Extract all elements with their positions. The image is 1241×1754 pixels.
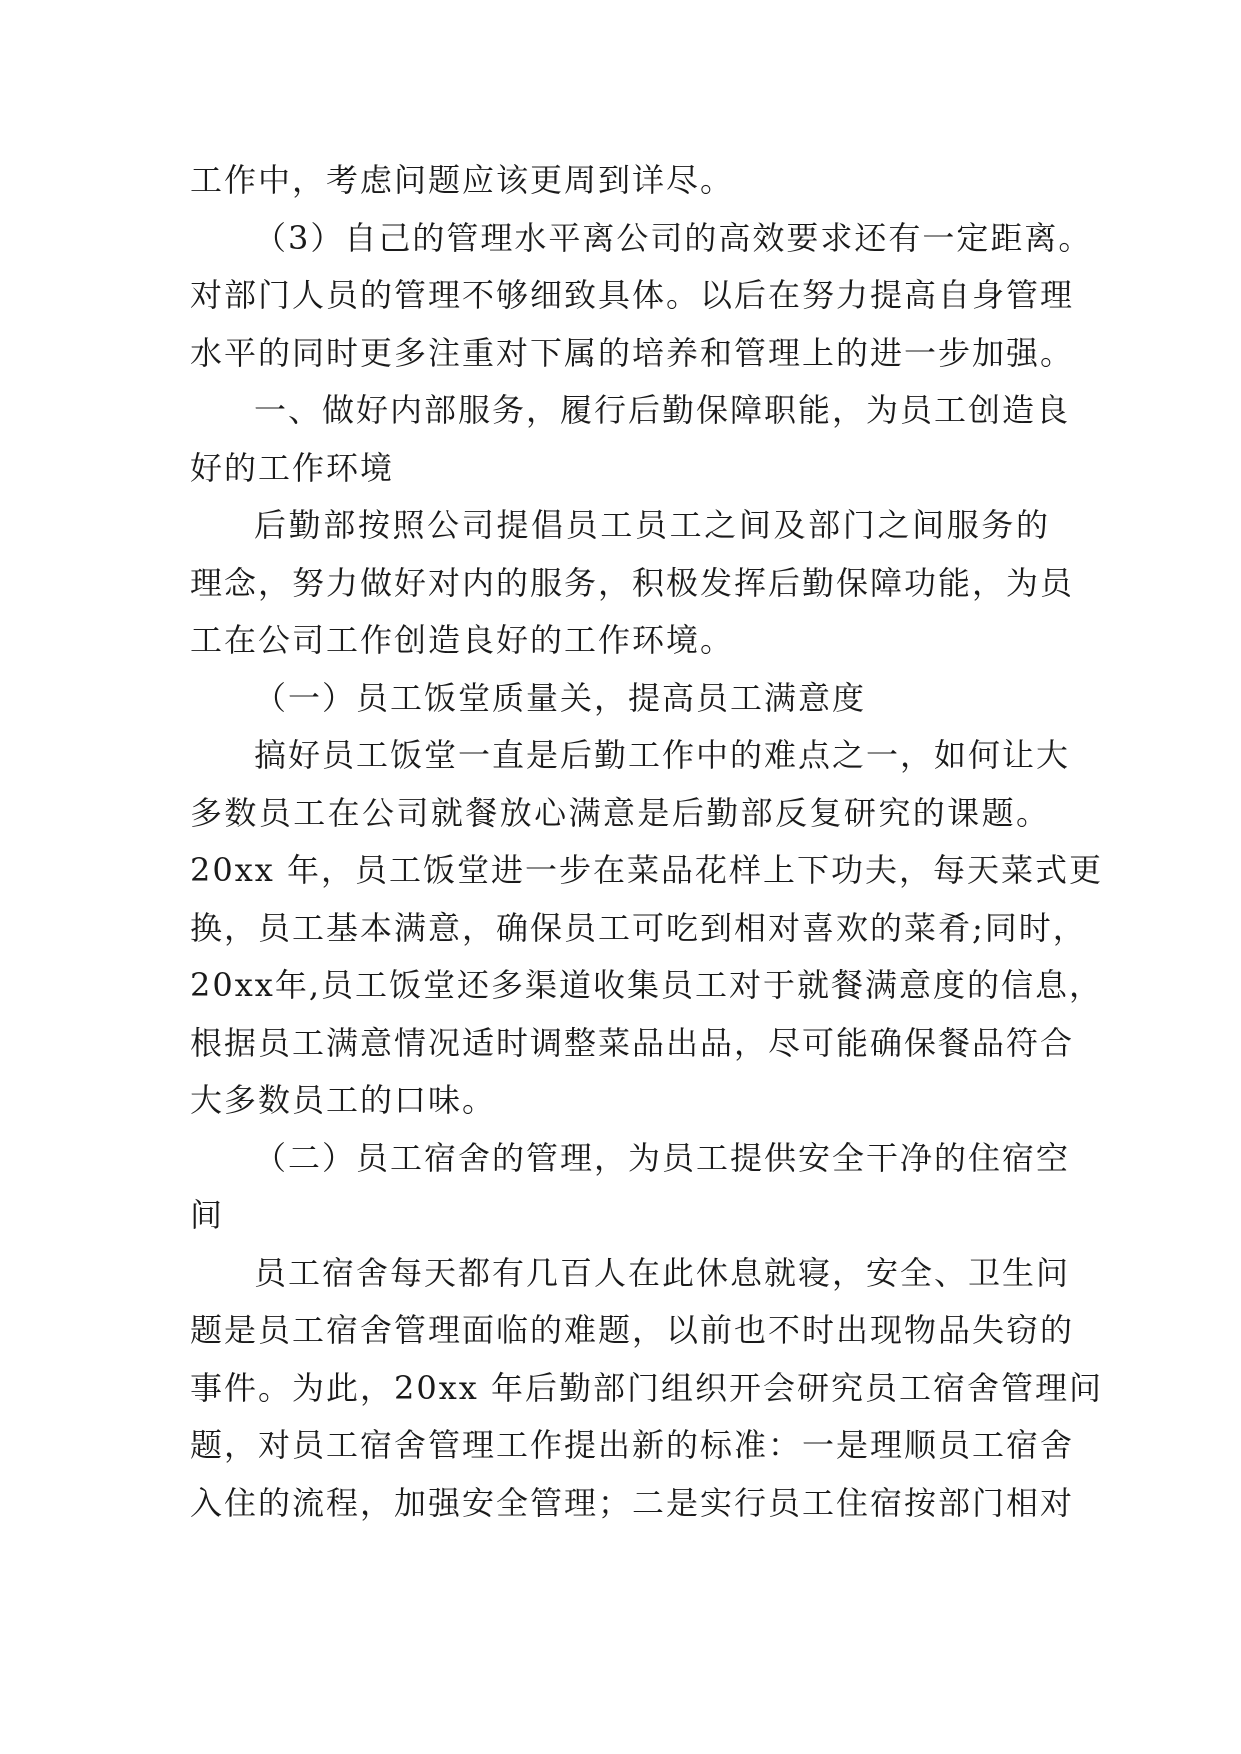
text-line: 水平的同时更多注重对下属的培养和管理上的进一步加强。	[190, 333, 1075, 372]
text-line: 20xx 年，员工饭堂进一步在菜品花样上下功夫，每天菜式更	[190, 851, 1103, 889]
text-line: 事件。为此，20xx 年后勤部门组织开会研究员工宿舍管理问	[190, 1368, 1103, 1407]
text-line: 多数员工在公司就餐放心满意是后勤部反复研究的课题。	[190, 793, 1050, 832]
subsection-heading: 间	[190, 1196, 225, 1234]
text-line: 搞好员工饭堂一直是后勤工作中的难点之一，如何让大	[254, 736, 1071, 774]
text-line: 工在公司工作创造良好的工作环境。	[190, 621, 735, 659]
text-line: 换，员工基本满意，确保员工可吃到相对喜欢的菜肴;同时，	[190, 908, 1087, 947]
text-line: （3）自己的管理水平离公司的高效要求还有一定距离。	[254, 218, 1093, 257]
text-line: 工作中，考虑问题应该更周到详尽。	[190, 161, 735, 199]
text-line: 20xx年,员工饭堂还多渠道收集员工对于就餐满意度的信息，	[190, 966, 1103, 1004]
section-heading: 一、做好内部服务，履行后勤保障职能，为员工创造良	[254, 391, 1071, 429]
text-line: 大多数员工的口味。	[190, 1081, 497, 1119]
text-line: 员工宿舍每天都有几百人在此休息就寝，安全、卫生问	[254, 1253, 1071, 1292]
text-line: 后勤部按照公司提倡员工员工之间及部门之间服务的	[254, 506, 1050, 544]
text-line: 根据员工满意情况适时调整菜品出品，尽可能确保餐品符合	[190, 1023, 1075, 1062]
text-line: 对部门人员的管理不够细致具体。以后在努力提高自身管理	[190, 276, 1075, 314]
text-line: 理念，努力做好对内的服务，积极发挥后勤保障功能，为员	[190, 563, 1075, 602]
text-line: 题是员工宿舍管理面临的难题，以前也不时出现物品失窃的	[190, 1311, 1075, 1349]
text-line: 题，对员工宿舍管理工作提出新的标准：一是理顺员工宿舍	[190, 1426, 1075, 1464]
section-heading: 好的工作环境	[190, 448, 395, 487]
subsection-heading: （一）员工饭堂质量关，提高员工满意度	[254, 678, 867, 717]
document-body	[190, 152, 1103, 1532]
text-line: 入住的流程，加强安全管理；二是实行员工住宿按部门相对	[190, 1483, 1075, 1522]
subsection-heading: （二）员工宿舍的管理，为员工提供安全干净的住宿空	[254, 1138, 1071, 1177]
